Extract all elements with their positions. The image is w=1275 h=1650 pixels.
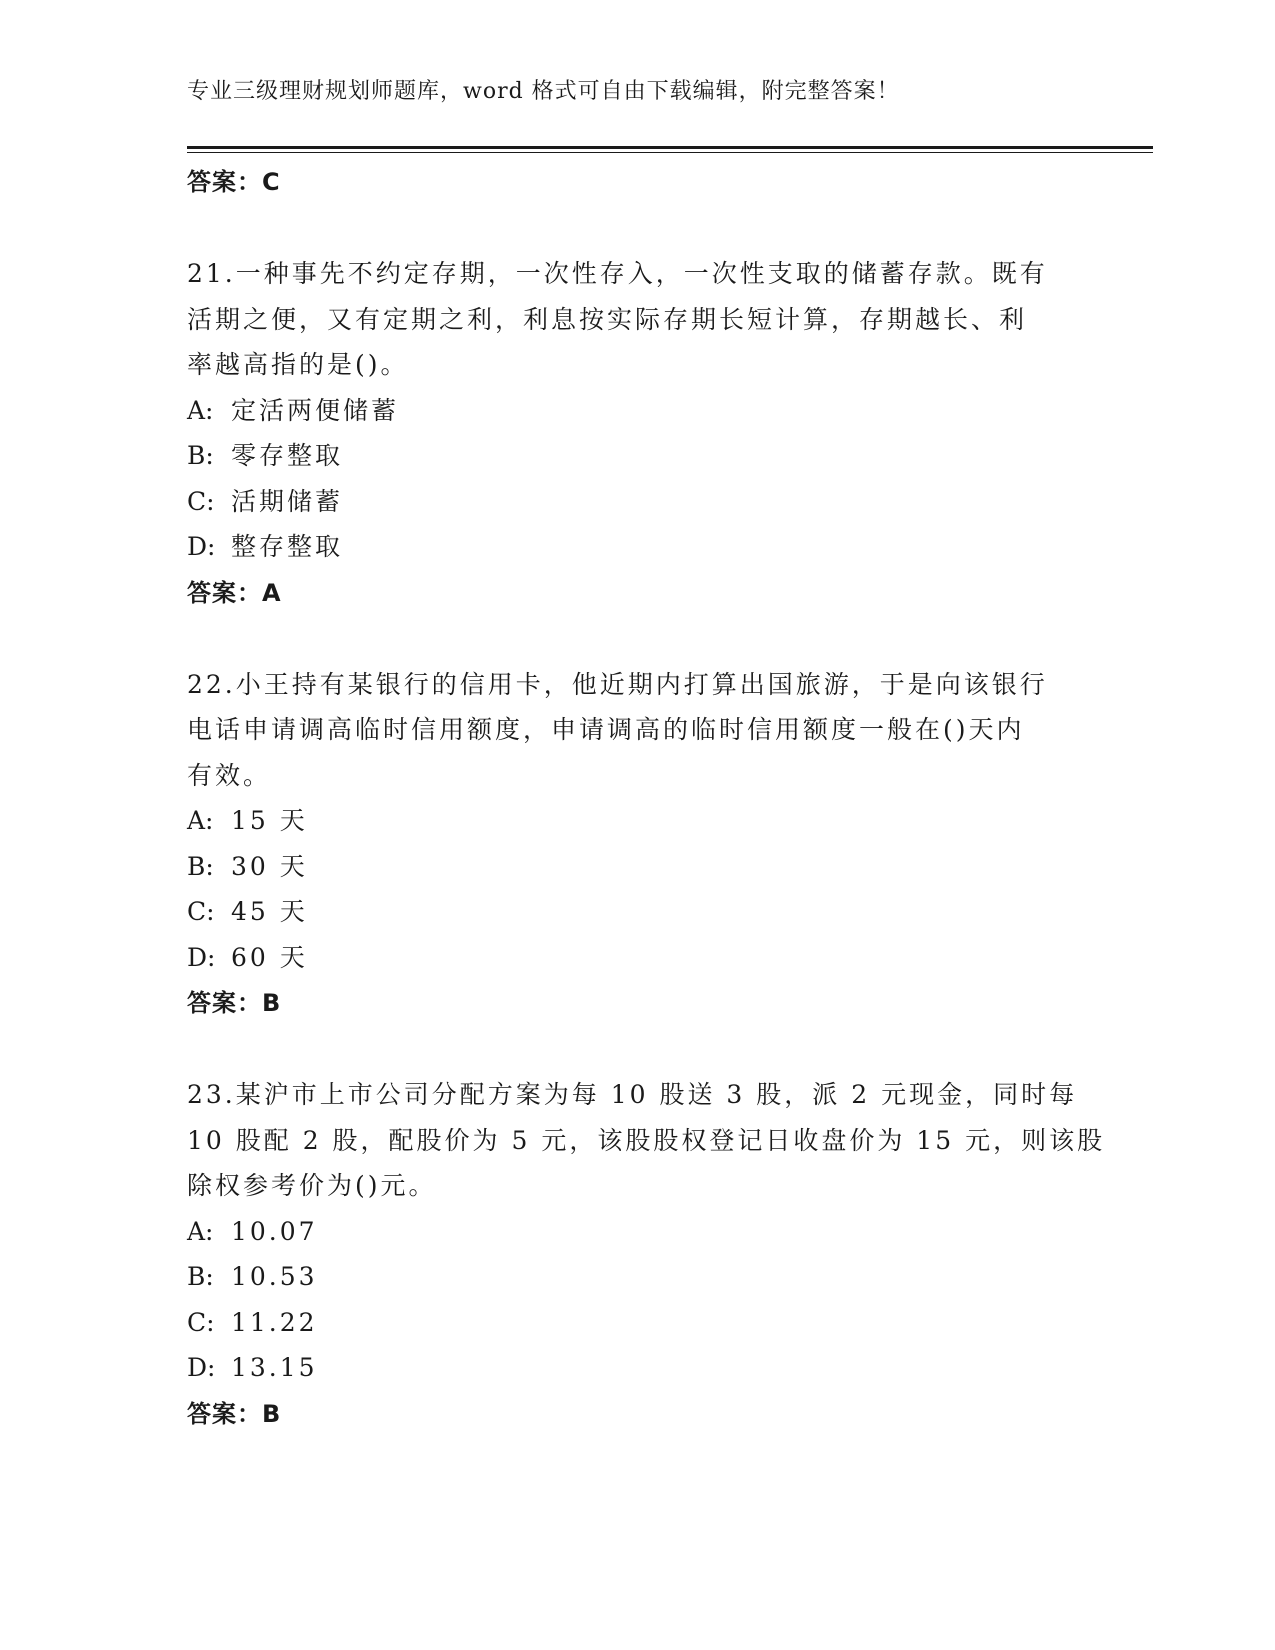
page-header: 专业三级理财规划师题库，word 格式可自由下载编辑，附完整答案！ xyxy=(187,79,900,104)
question-stem-line: 活期之便，又有定期之利，利息按实际存期长短计算，存期越长、利 xyxy=(187,304,1028,334)
option-text: 60 天 xyxy=(231,942,308,972)
option-c xyxy=(187,889,1087,935)
option-a xyxy=(187,1209,1087,1255)
option-key: B: xyxy=(187,851,214,881)
question-stem-line: 22.小王持有某银行的信用卡，他近期内打算出国旅游，于是向该银行 xyxy=(187,669,1048,699)
answer-23: 答案：B xyxy=(187,1399,282,1428)
option-text: 10.53 xyxy=(231,1262,318,1291)
option-b xyxy=(187,1254,1087,1300)
option-c xyxy=(187,1300,1087,1346)
option-c xyxy=(187,479,1087,525)
option-b xyxy=(187,433,1087,479)
header-rule-thick xyxy=(187,146,1153,149)
question-stem-line: 有效。 xyxy=(187,760,272,790)
option-key: A: xyxy=(187,1216,214,1246)
option-d xyxy=(187,935,1087,981)
question-21 xyxy=(187,251,1087,616)
option-key: C: xyxy=(187,897,215,926)
option-key: C: xyxy=(187,486,215,516)
question-stem-line: 率越高指的是()。 xyxy=(187,350,409,379)
option-d xyxy=(187,1345,1087,1391)
option-text: 45 天 xyxy=(231,897,308,926)
option-key: A: xyxy=(187,395,214,425)
question-stem-line: 除权参考价为()元。 xyxy=(187,1171,437,1200)
option-text: 零存整取 xyxy=(231,441,344,470)
option-key: B: xyxy=(187,441,214,470)
option-text: 13.15 xyxy=(231,1353,318,1382)
option-b xyxy=(187,844,1087,890)
option-a xyxy=(187,388,1087,434)
option-text: 10.07 xyxy=(231,1216,318,1246)
option-key: D: xyxy=(187,532,216,561)
option-text: 15 天 xyxy=(231,806,308,835)
answer-21: 答案：A xyxy=(187,578,282,607)
option-d xyxy=(187,524,1087,570)
question-stem-line: 23.某沪市上市公司分配方案为每 10 股送 3 股，派 2 元现金，同时每 xyxy=(187,1080,1078,1109)
question-22 xyxy=(187,662,1087,1027)
option-a xyxy=(187,798,1087,844)
question-stem-line: 电话申请调高临时信用额度，申请调高的临时信用额度一般在()天内 xyxy=(187,715,1025,744)
question-23 xyxy=(187,1072,1106,1437)
question-stem-line: 10 股配 2 股，配股价为 5 元，该股股权登记日收盘价为 15 元，则该股 xyxy=(187,1125,1106,1155)
option-text: 定活两便储蓄 xyxy=(231,395,400,425)
question-list xyxy=(187,159,1106,1437)
option-key: B: xyxy=(187,1262,214,1291)
option-key: D: xyxy=(187,942,216,972)
option-key: D: xyxy=(187,1353,216,1382)
previous-answer: 答案：C xyxy=(187,168,281,196)
option-key: A: xyxy=(187,806,214,835)
option-key: C: xyxy=(187,1307,215,1337)
option-text: 11.22 xyxy=(231,1307,318,1337)
option-text: 活期储蓄 xyxy=(231,486,344,516)
question-stem-line: 21.一种事先不约定存期，一次性存入，一次性支取的储蓄存款。既有 xyxy=(187,259,1048,288)
option-text: 30 天 xyxy=(231,851,308,881)
option-text: 整存整取 xyxy=(231,532,344,561)
answer-22: 答案：B xyxy=(187,989,282,1017)
header-rule-thin xyxy=(187,152,1153,153)
